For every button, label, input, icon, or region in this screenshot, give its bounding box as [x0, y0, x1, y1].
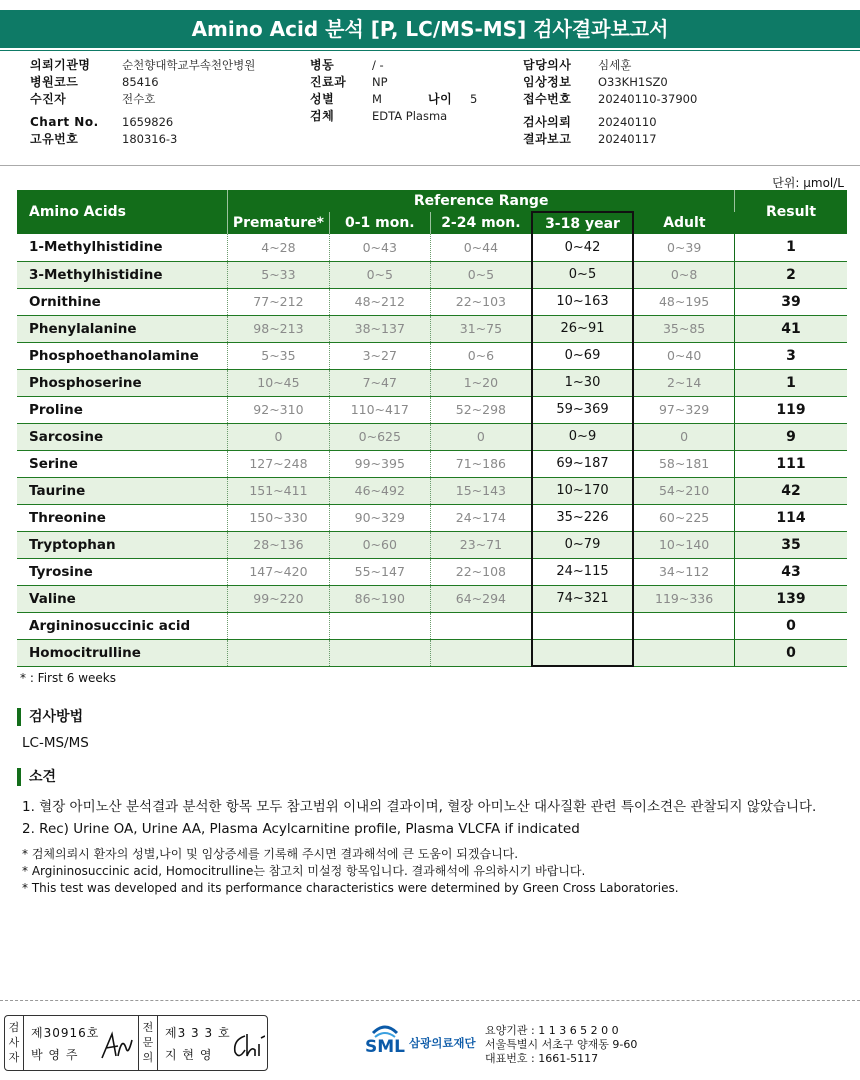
result-cell: 3 — [735, 342, 847, 369]
reference-range-cell: 22~103 — [430, 288, 531, 315]
reference-range-cell: 1~30 — [532, 369, 633, 396]
signature-box — [4, 1015, 268, 1071]
reference-range-cell: 0~42 — [532, 234, 633, 261]
reference-range-cell: 150~330 — [228, 504, 329, 531]
license-no: 제3 3 3 호 — [165, 1026, 231, 1040]
result-cell: 39 — [735, 288, 847, 315]
reference-range-cell — [228, 639, 329, 666]
amino-acid-name: Proline — [17, 396, 228, 423]
title-divider — [0, 50, 860, 51]
info-row — [310, 56, 477, 73]
result-cell: 41 — [735, 315, 847, 342]
result-cell: 0 — [735, 612, 847, 639]
reference-range-cell: 2~14 — [633, 369, 734, 396]
reference-range-cell: 34~112 — [633, 558, 734, 585]
amino-acid-name: Taurine — [17, 477, 228, 504]
info-label: 임상정보 — [523, 75, 572, 89]
reference-range-cell — [633, 612, 734, 639]
logo-org-name: 삼광의료재단 — [409, 1036, 476, 1050]
result-cell: 43 — [735, 558, 847, 585]
header-result: Result — [735, 190, 847, 234]
reference-range-cell: 22~108 — [430, 558, 531, 585]
reference-range-cell: 71~186 — [430, 450, 531, 477]
amino-acid-name: Phosphoserine — [17, 369, 228, 396]
info-value: 1659826 — [122, 114, 174, 129]
header-amino-acids: Amino Acids — [17, 190, 228, 234]
reference-range-cell: 10~170 — [532, 477, 633, 504]
reference-range-cell — [430, 639, 531, 666]
info-column-3 — [523, 56, 697, 147]
amino-acid-name: Threonine — [17, 504, 228, 531]
amino-acid-name: Sarcosine — [17, 423, 228, 450]
org-line: 대표번호 : 1661-5117 — [485, 1052, 599, 1065]
info-label: 병동 — [310, 58, 335, 72]
reference-range-cell: 15~143 — [430, 477, 531, 504]
table-row — [17, 558, 847, 585]
info-label: 검사의뢰 — [523, 115, 572, 129]
header-3-18-year: 3-18 year — [532, 212, 633, 234]
divider — [138, 1016, 139, 1070]
reference-range-cell: 74~321 — [532, 585, 633, 612]
reference-range-cell: 58~181 — [633, 450, 734, 477]
info-label: 검체 — [310, 109, 335, 123]
lab-logo — [365, 1023, 476, 1063]
org-line: 요양기관 : 1 1 3 6 5 2 0 0 — [485, 1024, 619, 1037]
reference-range-cell: 26~91 — [532, 315, 633, 342]
result-cell: 9 — [735, 423, 847, 450]
reference-range-cell: 64~294 — [430, 585, 531, 612]
amino-acid-name: Phosphoethanolamine — [17, 342, 228, 369]
role-char: 자 — [8, 1051, 20, 1064]
reference-range-cell: 0~5 — [329, 261, 430, 288]
reference-range-cell: 0~39 — [633, 234, 734, 261]
reference-range-cell — [228, 612, 329, 639]
header-adult: Adult — [633, 212, 734, 234]
reference-range-cell: 10~45 — [228, 369, 329, 396]
reference-range-cell: 97~329 — [633, 396, 734, 423]
amino-acid-table — [17, 190, 847, 667]
note-item: * This test was developed and its performance characteristics were determined by Green Cross Laboratories. — [22, 881, 679, 895]
amino-acid-name: Argininosuccinic acid — [17, 612, 228, 639]
reference-range-cell: 98~213 — [228, 315, 329, 342]
reference-range-cell — [532, 612, 633, 639]
footer-divider — [0, 1000, 860, 1001]
table-row — [17, 531, 847, 558]
logo-mark-text: SML — [365, 1037, 405, 1057]
reference-range-cell: 0~69 — [532, 342, 633, 369]
unit-label: 단위: μmol/L — [772, 176, 844, 190]
info-label: 진료과 — [310, 75, 347, 89]
reference-range-cell: 4~28 — [228, 234, 329, 261]
amino-acid-name: 1-Methylhistidine — [17, 234, 228, 261]
table-row — [17, 396, 847, 423]
role-char: 문 — [142, 1036, 154, 1049]
license-no: 제30916호 — [31, 1026, 100, 1040]
header-premature: Premature* — [228, 212, 329, 234]
amino-acid-name: Serine — [17, 450, 228, 477]
info-column-2 — [310, 56, 477, 124]
reference-range-cell: 0 — [228, 423, 329, 450]
reference-range-cell: 0~9 — [532, 423, 633, 450]
reference-range-cell: 24~174 — [430, 504, 531, 531]
reference-range-cell: 0~79 — [532, 531, 633, 558]
info-value: 20240110-37900 — [598, 91, 698, 106]
reference-range-cell: 0~5 — [532, 261, 633, 288]
reference-range-cell: 10~140 — [633, 531, 734, 558]
table-row — [17, 504, 847, 531]
signer-name: 박 영 주 — [31, 1048, 79, 1062]
table-row — [17, 261, 847, 288]
signer-role-label — [141, 1020, 155, 1065]
reference-range-cell — [329, 639, 430, 666]
age-label: 나이 — [428, 92, 453, 106]
table-row — [17, 369, 847, 396]
report-title: Amino Acid 분석 [P, LC/MS-MS] 검사결과보고서 — [0, 10, 860, 48]
divider — [157, 1016, 158, 1070]
info-value: 전수호 — [122, 91, 156, 106]
role-char: 사 — [8, 1036, 20, 1049]
info-divider — [0, 165, 860, 166]
info-value: / - — [372, 57, 384, 72]
reference-range-cell: 151~411 — [228, 477, 329, 504]
note-item: * Argininosuccinic acid, Homocitrulline는 참고치 미설정 항목입니다. 결과해석에 유의하시기 바랍니다. — [22, 864, 586, 878]
amino-acid-name: Valine — [17, 585, 228, 612]
sml-logo-icon — [365, 1023, 405, 1063]
info-row — [523, 113, 697, 130]
result-cell: 2 — [735, 261, 847, 288]
info-value: 20240110 — [598, 114, 657, 129]
reference-range-cell: 7~47 — [329, 369, 430, 396]
amino-acid-name: Ornithine — [17, 288, 228, 315]
header-2-24-mon: 2-24 mon. — [430, 212, 531, 234]
role-char: 의 — [142, 1051, 154, 1064]
header-0-1-mon: 0-1 mon. — [329, 212, 430, 234]
info-column-1 — [30, 56, 255, 147]
org-info — [485, 1024, 637, 1066]
amino-acid-name: Phenylalanine — [17, 315, 228, 342]
info-label: 결과보고 — [523, 132, 572, 146]
result-cell: 0 — [735, 639, 847, 666]
reference-range-cell: 119~336 — [633, 585, 734, 612]
role-char: 전 — [142, 1021, 154, 1034]
reference-range-cell: 35~85 — [633, 315, 734, 342]
table-footnote: * : First 6 weeks — [20, 671, 116, 685]
reference-range-cell: 5~33 — [228, 261, 329, 288]
opinion-list — [22, 796, 816, 840]
divider — [23, 1016, 24, 1070]
table-row — [17, 585, 847, 612]
reference-range-cell: 28~136 — [228, 531, 329, 558]
reference-range-cell: 69~187 — [532, 450, 633, 477]
reference-range-cell: 0~625 — [329, 423, 430, 450]
info-value: 순천향대학교부속천안병원 — [122, 57, 256, 72]
info-value: 20240117 — [598, 131, 657, 146]
opinion-item: 1. 혈장 아미노산 분석결과 분석한 항목 모두 참고범위 이내의 결과이며, 혈장 아미노산 대사질환 관련 특이소견은 관찰되지 않았습니다. — [22, 799, 817, 815]
info-value: 180316-3 — [122, 131, 178, 146]
info-row — [30, 73, 255, 90]
reference-range-cell: 127~248 — [228, 450, 329, 477]
reference-range-cell: 48~212 — [329, 288, 430, 315]
reference-range-cell: 10~163 — [532, 288, 633, 315]
reference-range-cell — [532, 639, 633, 666]
reference-range-cell: 23~71 — [430, 531, 531, 558]
reference-range-cell — [633, 639, 734, 666]
table-row — [17, 477, 847, 504]
result-cell: 1 — [735, 369, 847, 396]
info-value: EDTA Plasma — [372, 108, 448, 123]
info-row — [523, 90, 697, 107]
info-label: 접수번호 — [523, 92, 572, 106]
info-label: 성별 — [310, 92, 335, 106]
table-header-row — [17, 190, 847, 212]
info-row — [30, 113, 255, 130]
reference-range-cell: 99~220 — [228, 585, 329, 612]
reference-range-cell: 60~225 — [633, 504, 734, 531]
signature-2-icon — [231, 1030, 265, 1062]
reference-range-cell: 0 — [430, 423, 531, 450]
table-row — [17, 342, 847, 369]
method-text: LC-MS/MS — [22, 735, 89, 751]
reference-range-cell: 31~75 — [430, 315, 531, 342]
method-heading: 검사방법 — [17, 708, 83, 726]
result-cell: 114 — [735, 504, 847, 531]
result-cell: 119 — [735, 396, 847, 423]
reference-range-cell: 92~310 — [228, 396, 329, 423]
reference-range-cell — [430, 612, 531, 639]
reference-range-cell: 99~395 — [329, 450, 430, 477]
table-row — [17, 315, 847, 342]
signer-role-label — [7, 1020, 21, 1065]
reference-range-cell: 38~137 — [329, 315, 430, 342]
reference-range-cell: 3~27 — [329, 342, 430, 369]
info-label: Chart No. — [30, 114, 99, 129]
reference-range-cell: 0~5 — [430, 261, 531, 288]
result-cell: 42 — [735, 477, 847, 504]
table-row — [17, 450, 847, 477]
reference-range-cell: 110~417 — [329, 396, 430, 423]
table-row — [17, 234, 847, 261]
reference-range-cell: 0~6 — [430, 342, 531, 369]
role-char: 검 — [8, 1021, 20, 1034]
reference-range-cell: 59~369 — [532, 396, 633, 423]
notes-list — [22, 846, 679, 897]
note-item: * 검체의뢰시 환자의 성별,나이 및 임상증세를 기록해 주시면 결과해석에 큰 도움이 되겠습니다. — [22, 847, 519, 861]
info-value: M — [372, 91, 382, 106]
table-row — [17, 288, 847, 315]
info-label: 의뢰기관명 — [30, 58, 91, 72]
info-value: NP — [372, 74, 388, 89]
signature-1-icon — [100, 1030, 134, 1062]
reference-range-cell: 46~492 — [329, 477, 430, 504]
table-row — [17, 423, 847, 450]
info-value: 85416 — [122, 74, 159, 89]
opinion-heading: 소견 — [17, 768, 56, 786]
info-row — [523, 73, 697, 90]
reference-range-cell: 52~298 — [430, 396, 531, 423]
table-body — [17, 234, 847, 666]
amino-acid-name: 3-Methylhistidine — [17, 261, 228, 288]
age-value: 5 — [470, 91, 478, 106]
reference-range-cell: 0~40 — [633, 342, 734, 369]
reference-range-cell: 86~190 — [329, 585, 430, 612]
org-line: 서울특별시 서초구 양재동 9-60 — [485, 1038, 638, 1051]
info-row — [310, 90, 477, 107]
info-label: 담당의사 — [523, 58, 572, 72]
info-value: 심세훈 — [598, 57, 632, 72]
amino-acid-name: Homocitrulline — [17, 639, 228, 666]
info-row — [523, 130, 697, 147]
reference-range-cell — [329, 612, 430, 639]
info-label: 병원코드 — [30, 75, 79, 89]
reference-range-cell: 24~115 — [532, 558, 633, 585]
amino-acid-name: Tyrosine — [17, 558, 228, 585]
opinion-item: 2. Rec) Urine OA, Urine AA, Plasma Acylcarnitine profile, Plasma VLCFA if indicated — [22, 821, 580, 837]
amino-acid-name: Tryptophan — [17, 531, 228, 558]
info-label: 고유번호 — [30, 132, 79, 146]
reference-range-cell: 90~329 — [329, 504, 430, 531]
result-cell: 111 — [735, 450, 847, 477]
result-cell: 1 — [735, 234, 847, 261]
reference-range-cell: 0~44 — [430, 234, 531, 261]
reference-range-cell: 5~35 — [228, 342, 329, 369]
reference-range-cell: 77~212 — [228, 288, 329, 315]
header-reference-range: Reference Range — [228, 190, 735, 212]
reference-range-cell: 147~420 — [228, 558, 329, 585]
reference-range-cell: 0 — [633, 423, 734, 450]
signer-name: 지 현 영 — [165, 1048, 213, 1062]
reference-range-cell: 0~60 — [329, 531, 430, 558]
info-row — [30, 56, 255, 73]
table-row — [17, 639, 847, 666]
reference-range-cell: 54~210 — [633, 477, 734, 504]
info-row — [30, 130, 255, 147]
reference-range-cell: 1~20 — [430, 369, 531, 396]
reference-range-cell: 48~195 — [633, 288, 734, 315]
reference-range-cell: 0~43 — [329, 234, 430, 261]
result-cell: 35 — [735, 531, 847, 558]
table-row — [17, 612, 847, 639]
info-row — [30, 90, 255, 107]
info-row — [310, 107, 477, 124]
info-row — [523, 56, 697, 73]
info-label: 수진자 — [30, 92, 67, 106]
info-row — [310, 73, 477, 90]
result-cell: 139 — [735, 585, 847, 612]
info-value: O33KH1SZ0 — [598, 74, 668, 89]
reference-range-cell: 35~226 — [532, 504, 633, 531]
reference-range-cell: 0~8 — [633, 261, 734, 288]
reference-range-cell: 55~147 — [329, 558, 430, 585]
